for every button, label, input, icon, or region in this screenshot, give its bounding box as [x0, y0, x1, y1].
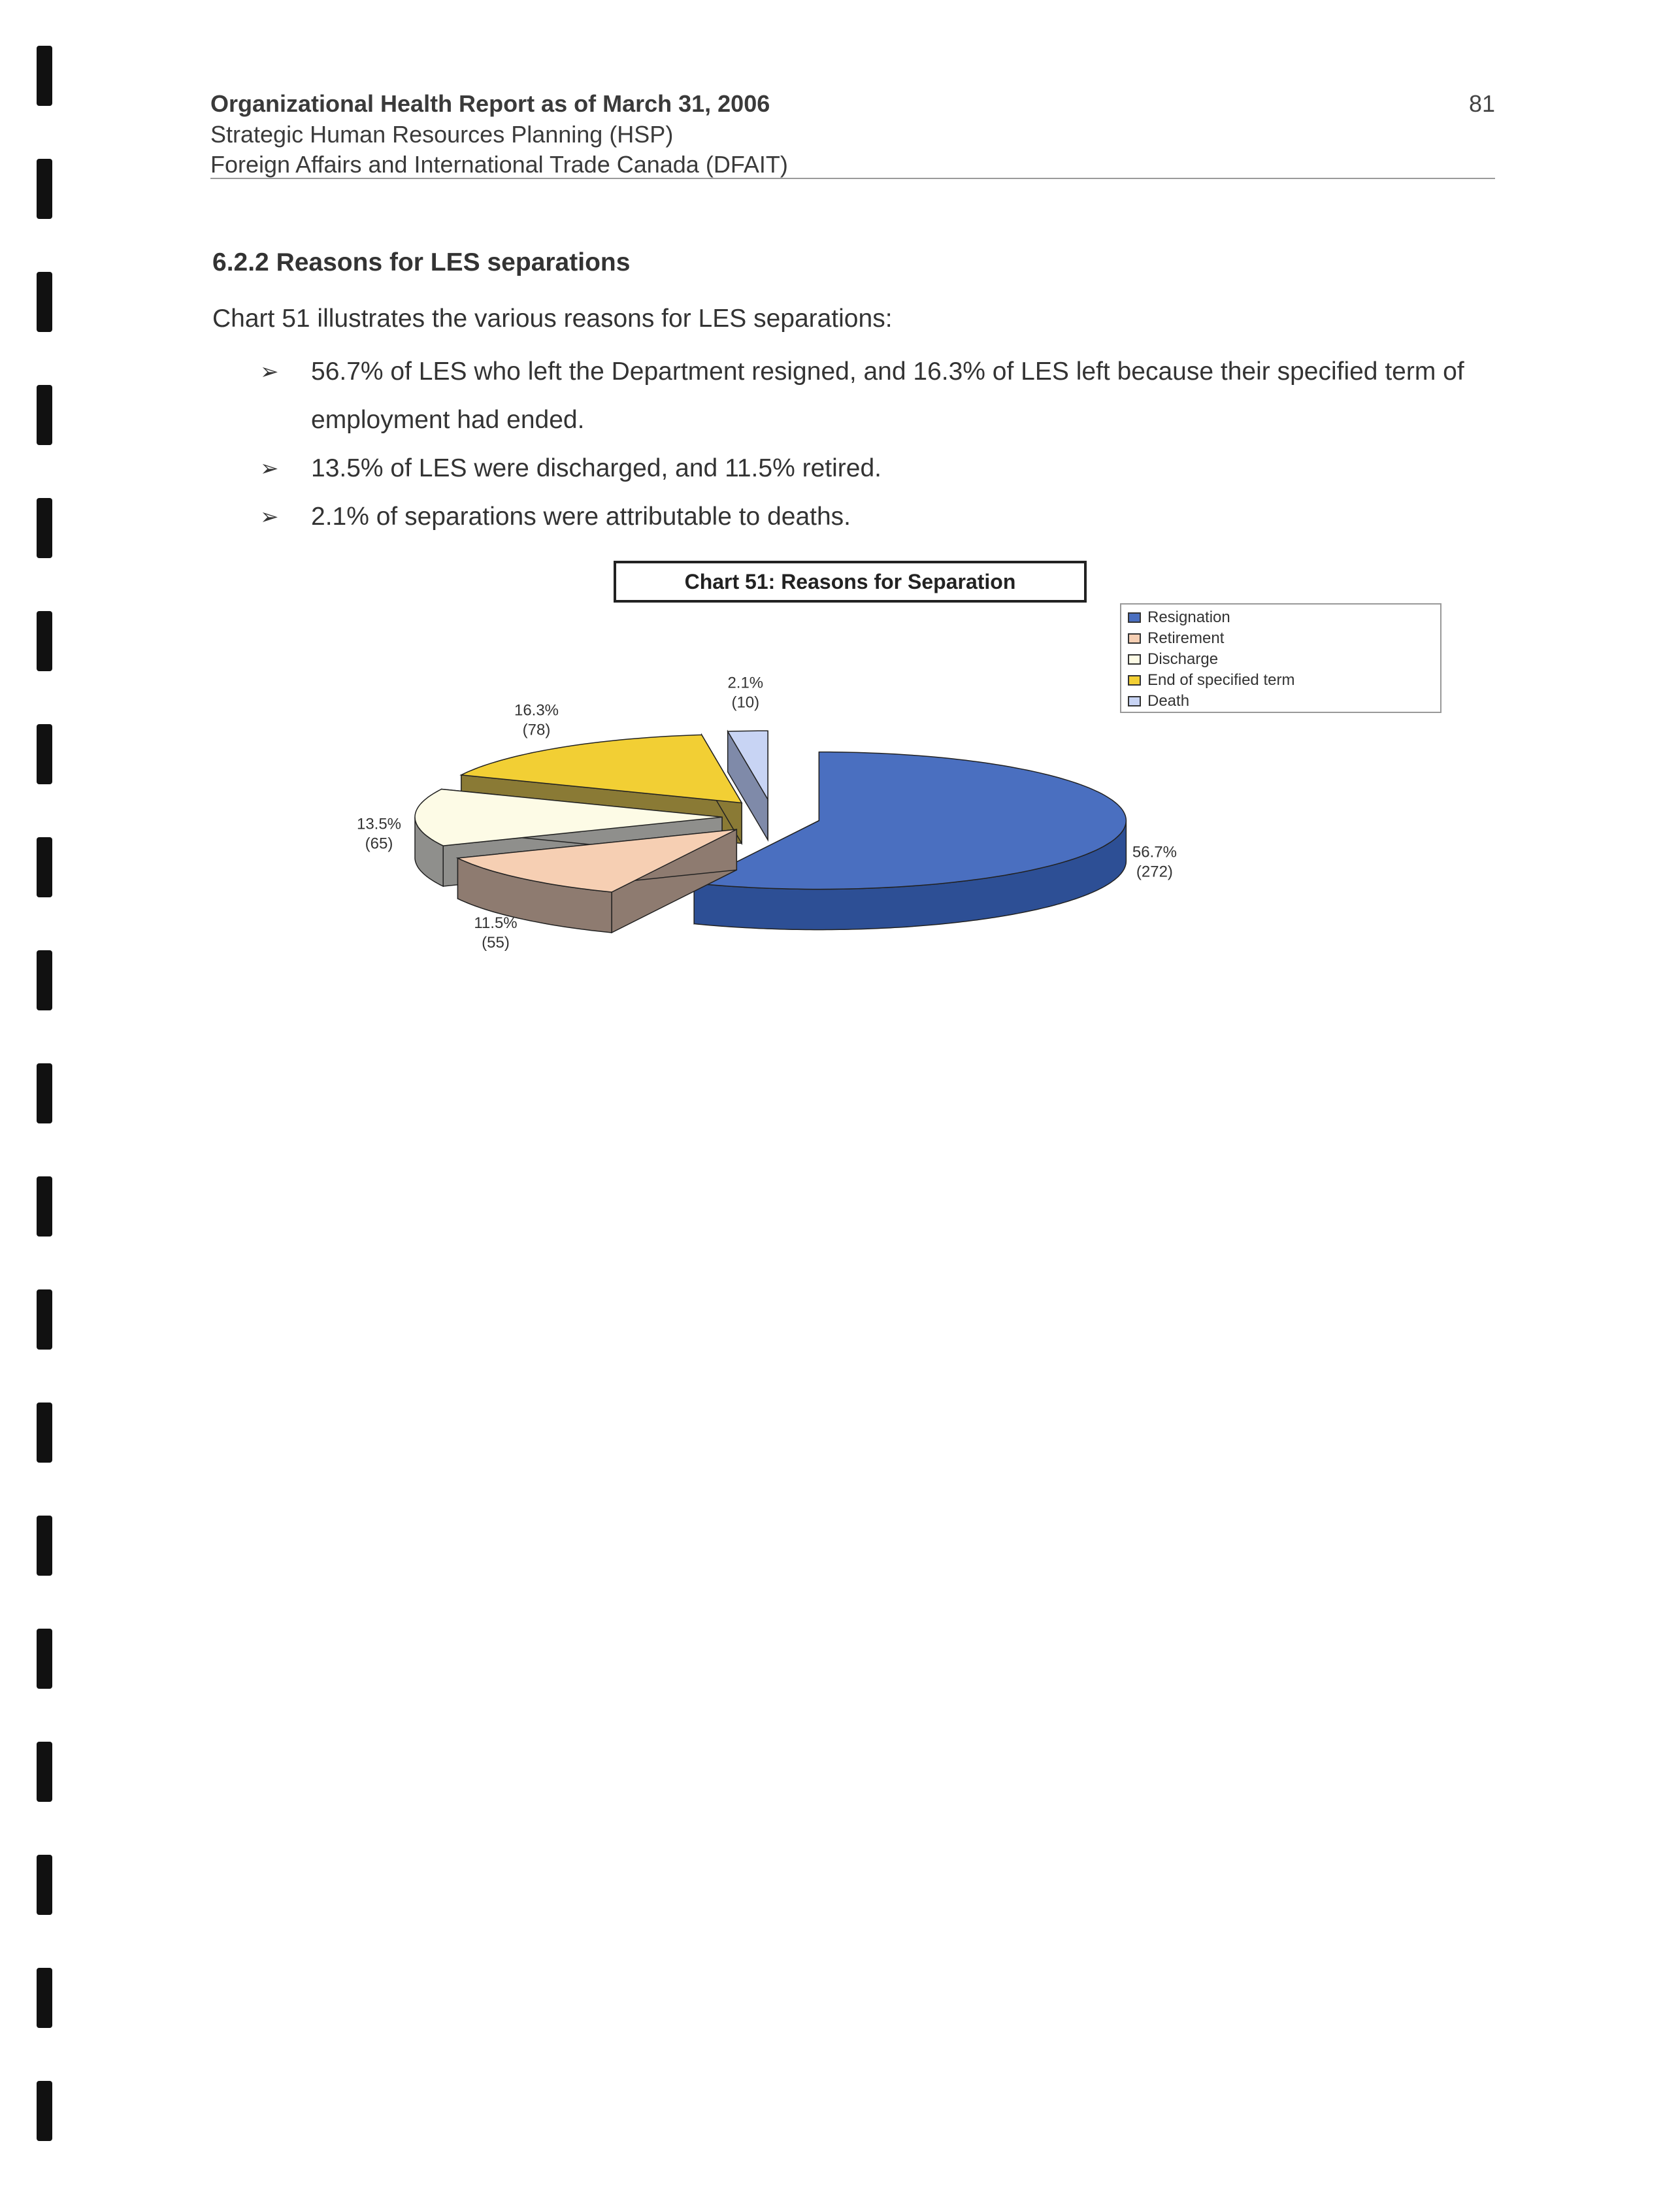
- binding-hole: [37, 1742, 52, 1802]
- bullet-text: 2.1% of separations were attributable to deaths.: [311, 503, 851, 531]
- header-department: Strategic Human Resources Planning (HSP): [210, 121, 674, 148]
- slice-percent-label: 2.1%: [727, 674, 764, 692]
- binding-hole: [37, 1968, 52, 2028]
- intro-paragraph: Chart 51 illustrates the various reasons for LES separations:: [212, 305, 893, 333]
- slice-percent-label: 16.3%: [514, 701, 559, 720]
- header-organization: Foreign Affairs and International Trade Canada (DFAIT): [210, 151, 788, 178]
- legend-label: Death: [1147, 692, 1190, 710]
- header-divider: [210, 178, 1495, 179]
- legend-item: [1128, 691, 1434, 712]
- legend-item: [1128, 607, 1434, 628]
- bullet-item: [248, 493, 1490, 541]
- slice-count-label: (78): [522, 721, 551, 739]
- binding-hole: [37, 46, 52, 106]
- slice-count-label: (272): [1136, 863, 1173, 881]
- binding-hole: [37, 159, 52, 219]
- legend-swatch: [1128, 612, 1141, 623]
- bullet-item: [248, 444, 1490, 493]
- binding-hole: [37, 272, 52, 332]
- binding-hole: [37, 724, 52, 784]
- slice-percent-label: 56.7%: [1132, 843, 1177, 861]
- slice-count-label: (55): [482, 934, 510, 952]
- page-number: 81: [1468, 90, 1495, 117]
- section-heading: 6.2.2 Reasons for LES separations: [212, 248, 631, 276]
- arrow-bullet-icon: ➢: [260, 456, 279, 481]
- slice-percent-label: 11.5%: [474, 914, 518, 932]
- binding-hole: [37, 950, 52, 1010]
- chart-title: Chart 51: Reasons for Separation: [614, 561, 1087, 603]
- legend-item: [1128, 649, 1434, 670]
- binding-hole: [37, 1855, 52, 1915]
- legend-swatch: [1128, 696, 1141, 706]
- legend-item: [1128, 628, 1434, 649]
- bullet-item: [248, 348, 1490, 444]
- legend-swatch: [1128, 675, 1141, 686]
- legend-item: [1128, 670, 1434, 691]
- binding-hole: [37, 1516, 52, 1576]
- bullet-list: [248, 348, 1490, 541]
- binding-hole: [37, 1063, 52, 1123]
- binding-hole: [37, 837, 52, 897]
- binding-holes: [0, 0, 78, 2192]
- legend-label: Discharge: [1147, 650, 1219, 668]
- binding-hole: [37, 1403, 52, 1463]
- binding-hole: [37, 1629, 52, 1689]
- legend-label: End of specified term: [1147, 671, 1295, 689]
- arrow-bullet-icon: ➢: [260, 359, 279, 384]
- legend-swatch: [1128, 633, 1141, 644]
- binding-hole: [37, 1289, 52, 1350]
- report-title: Organizational Health Report as of March 31, 2006: [210, 90, 770, 117]
- chart-legend: [1120, 603, 1441, 713]
- bullet-text: 56.7% of LES who left the Department resigned, and 16.3% of LES left because their specified term of employment had ended.: [311, 357, 1464, 434]
- legend-label: Resignation: [1147, 608, 1230, 626]
- legend-label: Retirement: [1147, 629, 1225, 647]
- page-header: [210, 88, 1495, 180]
- legend-swatch: [1128, 654, 1141, 665]
- bullet-text: 13.5% of LES were discharged, and 11.5% retired.: [311, 454, 881, 482]
- binding-hole: [37, 1176, 52, 1237]
- slice-count-label: (10): [731, 693, 760, 712]
- binding-hole: [37, 611, 52, 671]
- binding-hole: [37, 498, 52, 558]
- binding-hole: [37, 2081, 52, 2141]
- arrow-bullet-icon: ➢: [260, 505, 279, 529]
- slice-percent-label: 13.5%: [356, 815, 402, 833]
- slice-count-label: (65): [365, 835, 393, 853]
- binding-hole: [37, 385, 52, 445]
